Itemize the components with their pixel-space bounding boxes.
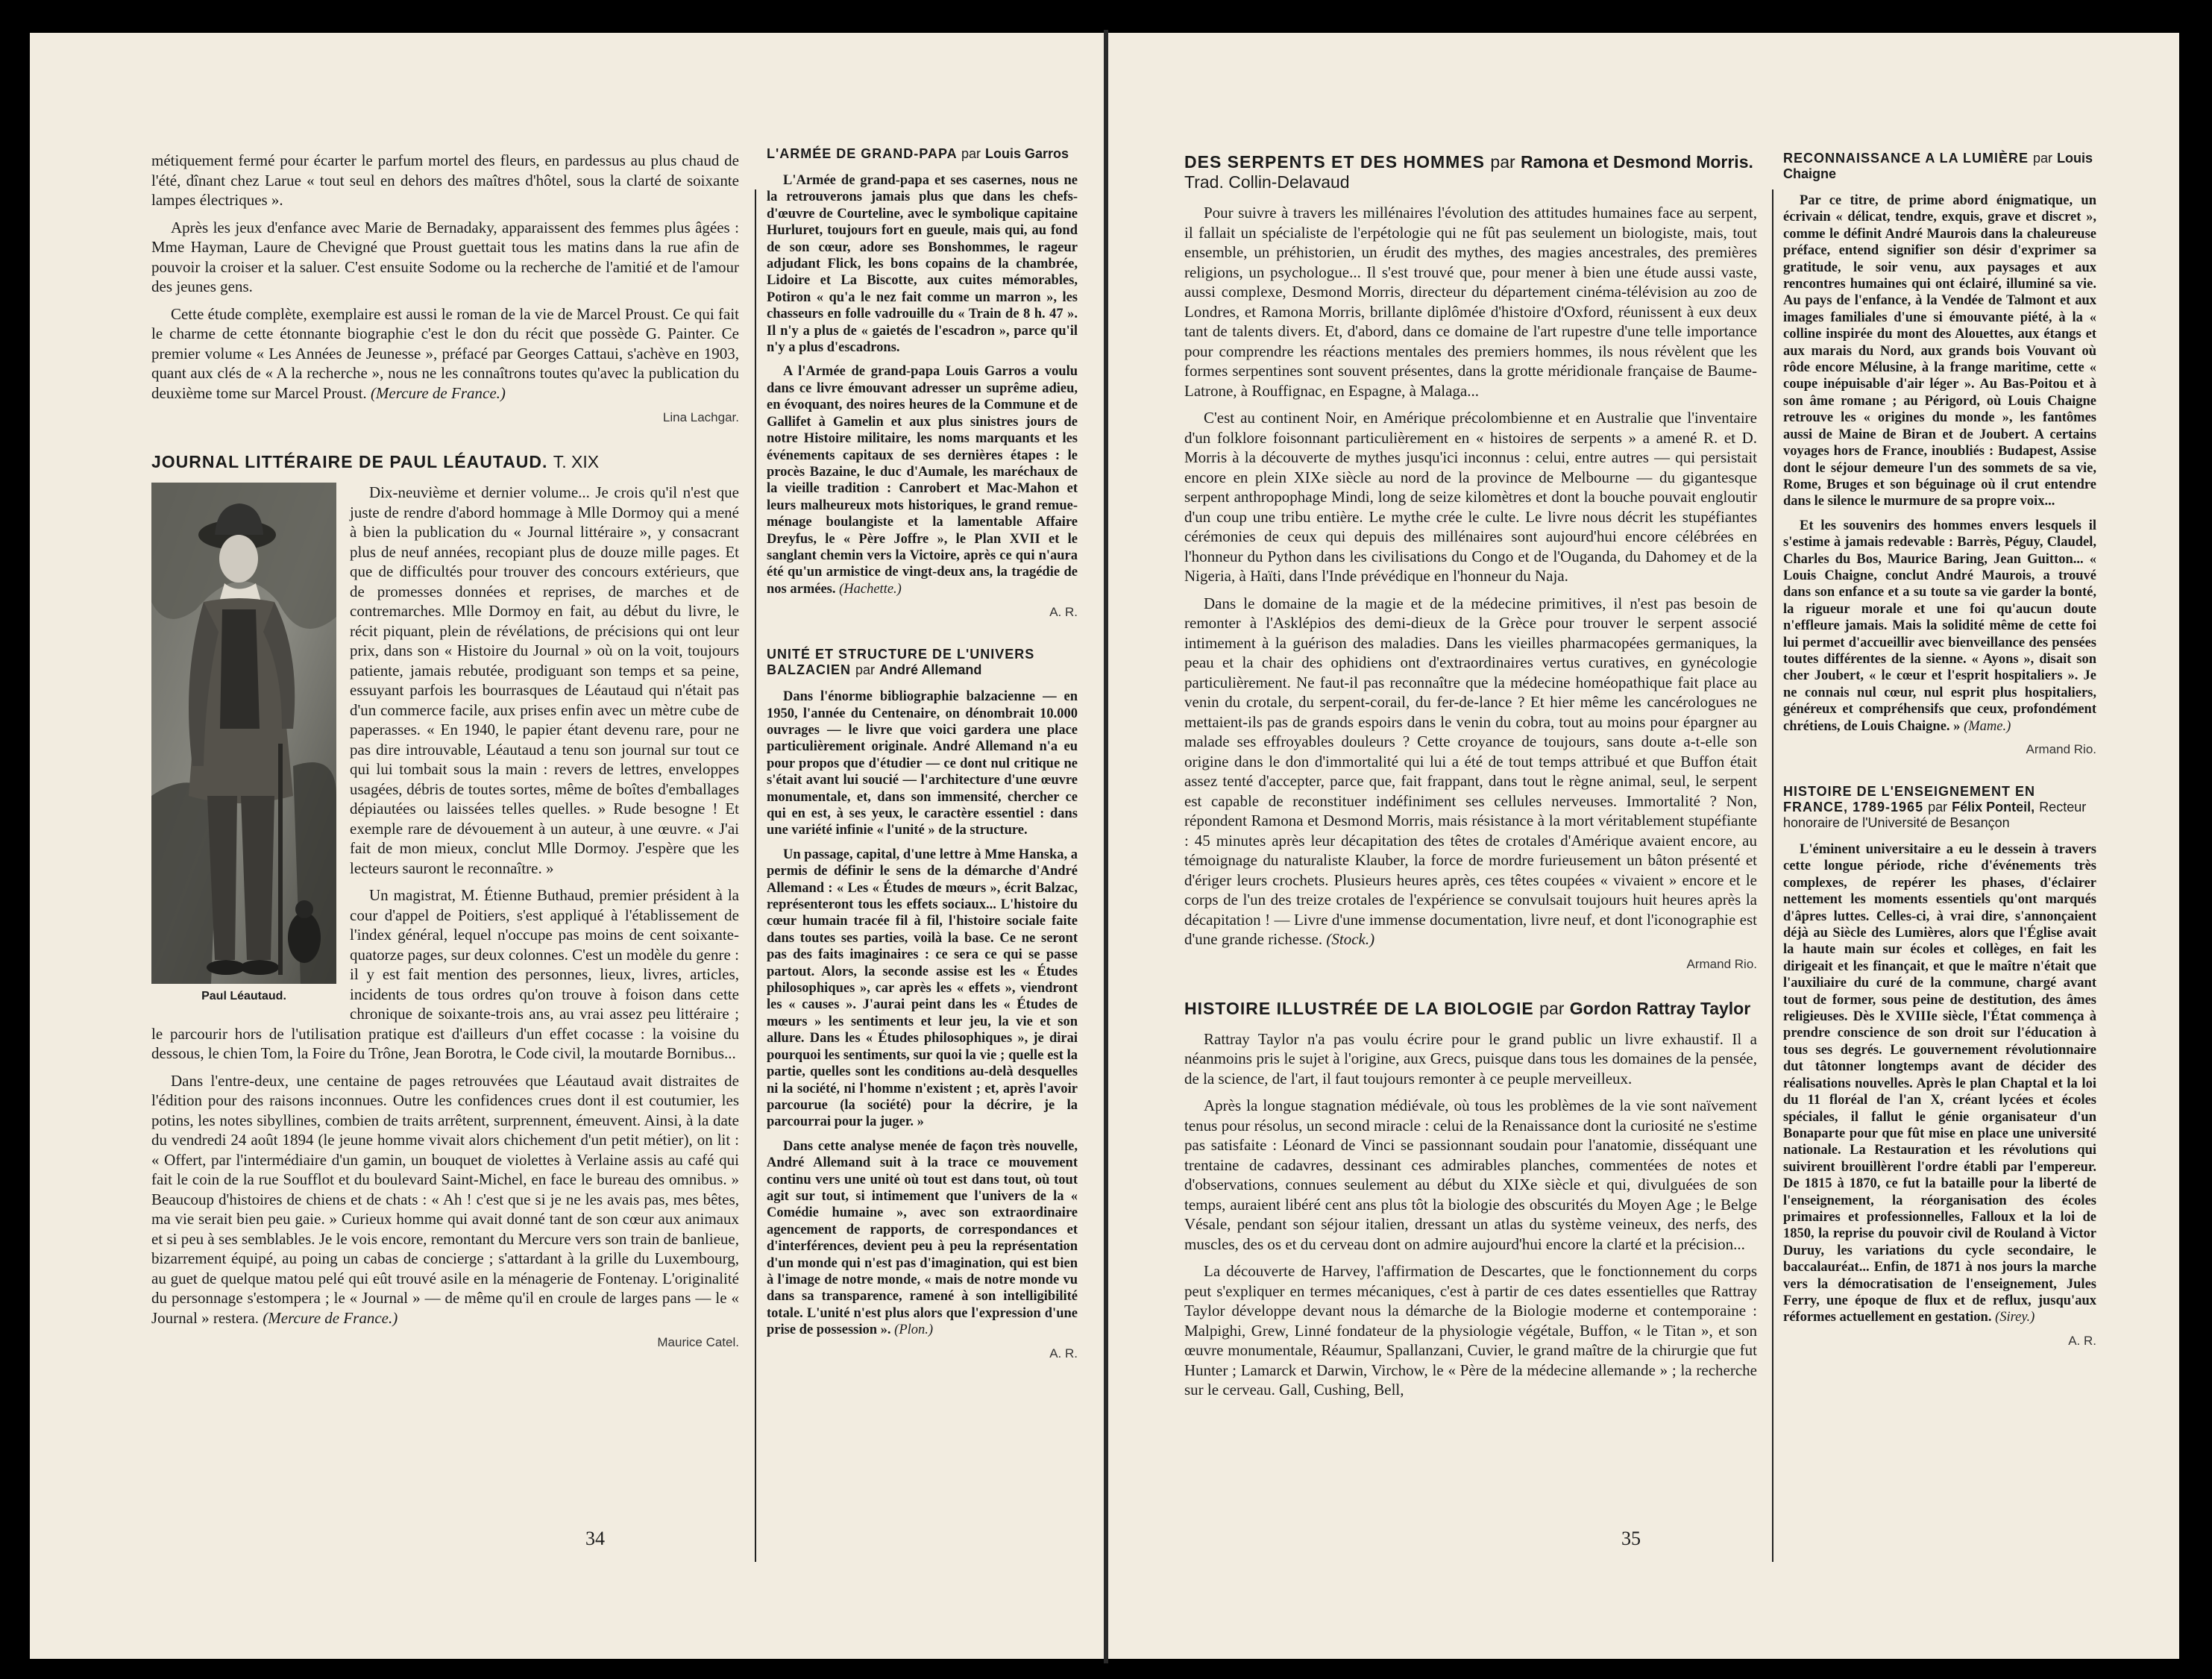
column-rule xyxy=(1772,189,1773,1562)
paragraph xyxy=(1184,594,1757,950)
paragraph: Un passage, capital, d'une lettre à Mme Hanska, a permis de définir le sens de la démarche d'André Allemand : « Les « Études de mœurs », écrit Balzac, représenteront tous les effets sociaux... L'histoire du cœur humain tracée fil à fil, l'histoire sociale faite dans toutes ses parties, voilà la base. Ce ne seront pas des faits imaginaires : ce sera ce qui se passe partout. Alors, la seconde assise est les « Études philosophiques », car après les « effets », viendront les « causes ». J'aurai peint dans les « Études de mœurs » les sentiments et leur jeu, la vie et son allure. Dans les « Études philosophiques », je dirai pourquoi les sentiments, sur quoi la vie ; quelle est la partie, quelles sont les conditions au-delà desquelles ni la société, ni l'homme n'existent ; et, après l'avoir parcourue (la société) pour la décrire, je la parcourrai pour la juger. » xyxy=(767,847,1078,1130)
paragraph-text: A l'Armée de grand-papa Louis Garros a voulu dans ce livre émouvant adresser un suprême adieu, en évoquant, des noires heures de la Commune et de Gallifet à Gamelin et aux plus sinistres jours de notre Histoire militaire, les noms marquants et les événements capitaux de ses dernières étapes : le procès Bazaine, le duc d'Aumale, les maréchaux de la vieille tradition : Canrobert et Mac-Mahon et leurs malheureux mots historiques, le grand remue-ménage boulangiste et la lamentable Affaire Dreyfus, le « Père Joffre », le Plan XVII et le sanglant chemin vers la Victoire, après ce qui n'aura été qu'un armistice de vingt-deux ans, la tragédie de nos armées. xyxy=(767,364,1078,597)
review-signature: A. R. xyxy=(2068,1333,2096,1348)
paragraph: Rattray Taylor n'a pas voulu écrire pour le grand public un livre exhaustif. Il a néanmoins pris le sujet à l'origine, aux Grecs, puisque dans tous les domaines de la pensée, de la science, de l'art, il faut toujours remonter à ce peuple merveilleux. xyxy=(1184,1029,1757,1088)
publisher-note: (Hachette.) xyxy=(839,581,902,597)
review-signature: A. R. xyxy=(1049,1346,1078,1361)
review-signature: A. R. xyxy=(1049,605,1078,620)
paragraph xyxy=(151,1071,739,1328)
right-page-column-2 xyxy=(1783,151,2096,1375)
right-page-column-1 xyxy=(1184,152,1757,1407)
review-author: Gordon Rattray Taylor xyxy=(1569,998,1751,1018)
paragraph xyxy=(767,1138,1078,1339)
page-number: 34 xyxy=(585,1528,605,1549)
paragraph: C'est au continent Noir, en Amérique précolombienne et en Australie que l'inventaire d'un folklore foisonnant particulièrement en « histoires de serpents » a amené R. et D. Morris à la découverte de mythes jusqu'ici inconnus : celui, entre autres — qui persistait encore en plein XIXe siècle au nord de la province de Melbourne — du gigantesque serpent anthropophage Mindi, long de seize kilomètres et dont la bouche pouvait engloutir d'un coup une tribu entière. Le mythe crée le culte. Le livre nous décrit les stupéfiantes cérémonies de ceux qui depuis des millénaires sont aujourd'hui encore célébrées en l'honneur du Python dans les civilisations du Congo et de l'Ouganda, du Dahomey et de la Nigeria, à Haïti, dans l'Inde prévédique en l'honneur du Naja. xyxy=(1184,409,1757,585)
paragraph xyxy=(151,304,739,404)
paragraph xyxy=(1783,518,2096,735)
paragraph xyxy=(767,363,1078,597)
review-title xyxy=(1783,784,2096,831)
review-by: par xyxy=(1490,152,1515,172)
paragraph: Dans l'énorme bibliographie balzacienne — en 1950, l'année du Centenaire, on dénombrait 10.000 ouvrages — le livre que voici gardera une place particulièrement originale. André Allemand n'a eu pour propos que d'étudier — ce dont nul critique ne s'était avant lui soucié — l'architecture d'une œuvre monumentale, et, dans son immensité, chercher ce qui en est, à ses yeux, le caractère essentiel : dans une variété infinie « l'unité » de la structure. xyxy=(767,689,1078,838)
review-by: par xyxy=(961,146,981,161)
proust-review-continuation xyxy=(151,151,739,425)
review-author: Félix Ponteil, xyxy=(1952,800,2035,815)
left-page-column-1 xyxy=(151,151,739,1377)
review-author: Louis Chaigne xyxy=(1783,151,2093,181)
review-title xyxy=(767,647,1078,678)
paragraph-text: Dans cette analyse menée de façon très nouvelle, André Allemand suit à la trace ce mouvement continu vers une unité où tout est dans tout, où tout agit sur tout, si intimement que l'univers de la « Comédie humaine », avec son extraordinaire agencement de rapports, de correspondances et d'interférences, devient peu à peu la représentation d'un monde qui n'est pas d'imagination, qui est bien à l'image de notre monde, « mais de notre monde vu dans sa transparence, ramené à son intelligibilité totale. L'unité n'est plus alors que l'expression d'une prise de possession ». xyxy=(767,1138,1078,1338)
paragraph-text: Cette étude complète, exemplaire est aussi le roman de la vie de Marcel Proust. Ce qui fait le charme de cette étonnante biographie c'est le don du récit que possède G. Painter. Ce premier volume « Les Années de Jeunesse », préfacé par Georges Cattaui, s'achève en 1903, quant aux clés de « A la recherche », nous ne les connaîtrons toutes qu'avec la publication du deuxième tome sur Marcel Proust. xyxy=(151,304,739,402)
review-translator: Trad. Collin-Delavaud xyxy=(1184,172,1350,192)
publisher-note: (Stock.) xyxy=(1326,930,1375,948)
reconnaissance-review xyxy=(1783,151,2096,757)
biologie-review xyxy=(1184,999,1757,1400)
paragraph: Pour suivre à travers les millénaires l'évolution des attitudes humaines face au serpent, il fallait un spécialiste de l'erpétologie qui ne fût pas seulement un biologiste, mais, tout ensemble, un préhistorien, un érudit des mythes, des magies ancestrales, des premières religions, un psychologue... Il s'est trouvé que, pour mener à bien une étude aussi vaste, aussi complexe, Desmond Morris, directeur du département cinéma-télévision au zoo de Londres, et Ramona Morris, brillante diplômée d'histoire d'Oxford, réunissent à eux deux tant de talents divers. Et, d'abord, dans ce domaine de l'art rupestre d'une telle importance pour comprendre les réactions mentales des premiers hommes, ils nous révèlent que les formes serpentines sont souvent présentes, dans la grotte méridionale française de Baume-Latrone, à Rouffignac, en Espagne, à Malaga... xyxy=(1184,204,1757,400)
review-by: par xyxy=(1928,800,1948,815)
paragraph-text: Dans le domaine de la magie et de la médecine primitives, il n'est pas besoin de remonter à l'Asklépios des demi-dieux de la Grèce pour trouver le serpent associé intimement à la guérison des maladies. Dans les vieilles pharmacopées germaniques, la peau et la chair des ophidiens ont d'extraordinaires vertus curatives, en gynécologie particulièrement. Ne faut-il pas reconnaître que la médecine homéopathique fait place au venin du crotale, du serpent-corail, du fer-de-lance ? Et hier même les cancérologues ne mettaient-ils pas de grands espoirs dans le venin du cobra, tout au moins pour épargner au malade ses effroyables douleurs ? Cette croyance de toujours, sans doute a-t-elle son origine dans le don d'immortalité qui lui a été de tout temps attribué et que Buffon était assez tenté d'accepter, parce que, fait frappant, dans tout le règne animal, seul, le serpent est capable de reconstituer indéfiniment ses cellules nerveuses. Immortalité ? Non, répondent Ramona et Desmond Morris, mais résistance à la mort véritablement stupéfiante : 45 minutes après leur décapitation des têtes de crotales d'Amérique avaient encore, au témoignage du naturaliste Klauber, la force de mordre furieusement un bâton présenté et d'ériger leurs crochets. Plusieurs heures après, ces têtes coupées « vivaient » encore et le corps de l'un des treize crotales de l'expérience se convulsait toujours huit heures après la décapitation ! — Livre d'une immense documentation, livre neuf, et dont l'iconographie est d'une grande richesse. xyxy=(1184,594,1757,948)
review-title xyxy=(1184,152,1757,192)
review-by: par xyxy=(1539,998,1565,1018)
review-title xyxy=(1783,151,2096,182)
portrait-image xyxy=(151,483,336,984)
review-by: par xyxy=(855,662,876,678)
review-title xyxy=(151,452,739,472)
review-author: Louis Garros xyxy=(985,146,1069,161)
armee-review xyxy=(767,146,1078,620)
review-title-text: JOURNAL LITTÉRAIRE DE PAUL LÉAUTAUD. xyxy=(151,452,548,471)
paragraph: Dix-neuvième et dernier volume... Je crois qu'il n'est que juste de rendre d'abord hommage à Mlle Dormoy qui a mené à bien la publication du « Journal littéraire », y consacrant plus de neuf années, recopiant plus de douze mille pages. Et que de difficultés pour trouver des concours extérieurs, que de promesses données et reprises, de marches et de contremarches. Mlle Dormoy en fait, au début du livre, le récit piquant, plein de révélations, de précisions qui ont leur prix, dans son « Histoire du Journal » où on la voit, toujours patiente, jamais rebutée, prodiguant son temps et sa peine, essuyant parfois les bourrasques de Léautaud qui n'était pas d'un commerce facile, aux prises enfin avec un mètre cube de paperasses. « En 1940, le papier étant devenu rare, pour ne pas dire introuvable, Léautaud a tenu son journal sur tout ce qui lui tombait sous la main : revers de lettres, enveloppes usagées, débris de toutes sortes, même de boîtes d'emballages dépiautées ou laissées telles quelles. » Rude besogne ! Et exemple rare de dévouement à un auteur, à une œuvre. « J'ai fait de mon mieux, conclut Mlle Dormoy. J'espère que les lecteurs sauront le reconnaître. » xyxy=(350,483,739,877)
paragraph-text: Et les souvenirs des hommes envers lesquels il s'estime à jamais redevable : Barrès, Péguy, Claudel, Charles du Bos, Maurice Baring, Jean Guitton... « Louis Chaigne, conclut André Maurois, a trouvé dans son enfance et a su toute sa vie garder la bonté, la rigueur morale et une foi qu'aucun doute n'effleure jamais. Mais la solidité même de cette foi lui permet d'accueillir avec bienveillance des pensées toutes différentes de la sienne. « Ayons », disait son cher Joubert, « le cœur et l'esprit hospitaliers ». Je ne connais nul cœur, nul esprit plus hospitaliers, généreux et compréhensifs que ceux, profondément chrétiens, de Louis Chaigne. » xyxy=(1783,518,2096,734)
review-title-text: HISTOIRE DE L'ENSEIGNEMENT EN FRANCE, 1789-1965 xyxy=(1783,784,2035,815)
review-signature: Armand Rio. xyxy=(2026,742,2096,756)
review-author: André Allemand xyxy=(879,662,982,678)
enseignement-review xyxy=(1783,784,2096,1349)
paragraph xyxy=(1783,841,2096,1326)
page-number: 35 xyxy=(1621,1528,1641,1549)
leautaud-photo xyxy=(151,483,336,1005)
paragraph-text: Dans l'entre-deux, une centaine de pages retrouvées que Léautaud avait distraites de l'édition pour des raisons inconnues. Outre les confidences crues dont il est coutumier, les potins, les notes sibyllines, combien de traits arrêtent, surprennent, émeuvent. Ainsi, à la date du vendredi 24 août 1894 (le jeune homme vivait alors chichement d'un petit métier), on lit : « Offert, par l'intermédiaire d'un gamin, un bouquet de violettes à Verlaine assis au café qui fait le coin de la rue Soufflot et du boulevard Saint-Michel, en face le bureau des omnibus. » Beaucoup d'histoires de chiens et de chats : « Ah ! c'est que si je ne les avais pas, mes bêtes, ma vie serait bien peu gaie. » Curieux homme qui avait donné tant de son cœur aux animaux et si peu à ses semblables. Je le vois encore, remontant du Mercure vers son train de banlieue, bizarrement équipé, au poing un cabas de concierge ; s'attardant à la grille du Luxembourg, au guet de quelque matou pelé qui eût trouvé asile en la ménagerie de Fontenay. L'originalité du personnage s'estompera ; le « Journal » — de même qu'il en croule de larges pans — le « Journal » restera. xyxy=(151,1071,739,1327)
review-author-role: Recteur honoraire de l'Université de Besançon xyxy=(1783,800,2087,830)
paragraph: La découverte de Harvey, l'affirmation de Descartes, que le fonctionnement du corps peut s'expliquer en termes mécaniques, c'est à partir de ces dates essentielles que Rattray Taylor développe devant nous la démarche de la Biologie moderne et contemporaine : Malpighi, Grew, Linné fondateur de la physiologie végétale, Buffon, « le Titan », et son œuvre monumentale, Réaumur, Spallanzani, Cuvier, le grand maître de la chirurgie que fut Hunter ; Lamarck et Darwin, Virchow, le « Père de la médecine allemande » ; la recherche sur le cerveau. Gall, Cushing, Bell, xyxy=(1184,1262,1757,1399)
paragraph: Après la longue stagnation médiévale, où tous les problèmes de la vie sont naïvement tenus pour résolus, un second miracle : celui de la Renaissance dont la curiosité ne s'estime pas satisfaite : Léonard de Vinci se passionnant soudain pour l'anatomie, disséquant une trentaine de cadavres, dessinant ces admirables planches, commentées de notes et d'observations, connues seulement au début du XIXe siècle et qui, divulguées de son temps, auraient libéré cent ans plus tôt la biologie des obscurités du Moyen Age ; le Belge Vésale, pendant son séjour italien, dressant un atlas du système veineux, des nerfs, des muscles, des os et du cerveau dont on admire aujourd'hui encore la clarté et la précision... xyxy=(1184,1096,1757,1253)
left-page xyxy=(30,33,1104,1659)
review-title-text: DES SERPENTS ET DES HOMMES xyxy=(1184,152,1486,172)
paragraph: métiquement fermé pour écarter le parfum mortel des fleurs, en pardessus au plus chaud de l'été, dînant chez Larue « tout seul en dehors des maîtres d'hôtel, sous la clarté de soixante lampes électriques ». xyxy=(151,151,739,209)
publisher-note: (Plon.) xyxy=(894,1322,934,1338)
publisher-note: (Sirey.) xyxy=(1995,1310,2035,1325)
paragraph: Après les jeux d'enfance avec Marie de Bernadaky, apparaissent des femmes plus âgées : Mme Hayman, Laure de Chevigné que Proust guettait tous les matins dans la rue afin de pouvoir la croiser et la saluer. C'est ensuite Sodome ou la recherche de l'amitié et de l'amour des jeunes gens. xyxy=(151,218,739,295)
column-rule xyxy=(755,189,756,1562)
review-signature: Armand Rio. xyxy=(1686,956,1757,971)
publisher-note: (Mercure de France.) xyxy=(370,383,506,402)
review-signature: Lina Lachgar. xyxy=(662,410,739,424)
left-page-column-2 xyxy=(767,146,1078,1388)
review-title-text: UNITÉ ET STRUCTURE DE L'UNIVERS BALZACIEN xyxy=(767,647,1035,678)
review-by: par xyxy=(2033,151,2053,166)
review-title-text: HISTOIRE ILLUSTRÉE DE LA BIOLOGIE xyxy=(1184,998,1534,1018)
serpents-review xyxy=(1184,152,1757,972)
review-title-text: RECONNAISSANCE A LA LUMIÈRE xyxy=(1783,151,2029,166)
publisher-note: (Mame.) xyxy=(1964,718,2011,734)
review-title xyxy=(767,146,1078,162)
review-title-text: L'ARMÉE DE GRAND-PAPA xyxy=(767,146,957,161)
paragraph: Par ce titre, de prime abord énigmatique, un écrivain « délicat, tendre, exquis, grave et discret », comme le définit André Maurois dans la chaleureuse préface, entend signifier son désir d'exprimer sa gratitude, le soir venu, aux paysages et aux rencontres humaines qui ont éclairé, illuminé sa vie. Au pays de l'enfance, à la Vendée de Talmont et aux images familiales d'une si émouvante piété, à la « colline inspirée du mont des Alouettes, aux étangs et aux marais du Nord, aux grands bois Vouvant où rôde encore Mélusine, à la frange maritime, cette « coupe inépuisable d'air léger ». Au Bas-Poitou et à son âme romane ; au Périgord, où Louis Chaigne retrouve les « origines du monde », les fantômes aussi de Maine de Biran et de Joubert. A certains voyages hors de France, inoubliés : Budapest, Assise dont le séjour demeure l'un des sommets de sa vie, Rome, Bruges et son béguinage où il crut entendre dans le silence le murmure de sa propre voix... xyxy=(1783,193,2096,509)
paragraph: L'Armée de grand-papa et ses casernes, nous ne la retrouverons jamais plus que dans les chefs-d'œuvre de Courteline, avec le symbolique capitaine Hurluret, toujours fort en gueule, mais qui, au fond de son cœur, adore ses Bonshommes, le rageur adjudant Flick, les bons copains de la chambrée, Lidoire et La Biscotte, aux cuites mémorables, Potiron « qu'a le nez fait comme un marron », les chasseurs en folle vadrouille du « Train de 8 h. 47 ». Il n'y a plus de « gaietés de l'escadron », parce qu'il n'y a plus d'escadrons. xyxy=(767,173,1078,356)
right-page xyxy=(1108,33,2179,1659)
paragraph-text: L'éminent universitaire a eu le dessein à travers cette longue période, riche d'événements très complexes, de repérer les phases, d'éclairer nettement les moments essentiels qu'ont marqués d'âpres luttes. Celles-ci, à vrai dire, s'annonçaient déjà au Siècle des Lumières, alors que l'Église avait la haute main sur écoles et collèges, en fait les dirigeait et les finançait, et que le maître n'était que l'auxiliaire du curé de la commune, chargé avant tout de former, sous peine de destitution, des âmes religieuses. Dès le XVIIIe siècle, l'État commença à prendre conscience de son droit sur l'éducation à tous ses degrés. Le gouvernement révolutionnaire dut tâtonner longtemps avant de décider des réalisations nouvelles. Après le plan Chaptal et la loi du 11 floréal de l'an X, créant lycées et écoles spéciales, il fallut le génie organisateur d'un Bonaparte pour que fût mise en place une université nationale. La Restauration et les révolutions qui suivirent brouillèrent l'ordre établi par l'empereur. De 1815 à 1870, ce fut la bataille pour la liberté de l'enseignement, la réorganisation des écoles primaires et professionnelles, Falloux et la loi de 1850, la reprise du pouvoir civil de Rouland à Victor Duruy, les variations du cycle secondaire, le baccalauréat... Enfin, de 1871 à nos jours la marche vers la démocratisation de l'enseignement, Jules Ferry, une époque de flux et de reflux, jusqu'aux réformes actuellement en gestation. xyxy=(1783,842,2096,1325)
review-title xyxy=(1184,999,1757,1019)
photo-caption: Paul Léautaud. xyxy=(201,990,286,1002)
review-signature: Maurice Catel. xyxy=(657,1335,739,1349)
publisher-note: (Mercure de France.) xyxy=(263,1308,398,1327)
balzac-review xyxy=(767,647,1078,1361)
leautaud-review xyxy=(151,452,739,1350)
review-author: Ramona et Desmond Morris. xyxy=(1521,152,1753,172)
review-volume: T. XIX xyxy=(553,452,600,471)
paragraph: Un magistrat, M. Étienne Buthaud, premier président à la cour d'appel de Poitiers, s'est appliqué à l'établissement de l'index général, lequel n'occupe pas moins de cent soixante-quatorze pages, sur deux colonnes. C'est un modèle du genre : il y est fait mention des personnes, lieux, livres, articles, incidents de tous ordres qu'on trouve à foison dans cette chronique de soixante-trois ans, au vrai assez peu littéraire ; le parcourir hors de l'utilisation pratique est d'ailleurs d'un effet cocasse : la voisine du dessous, le chien Tom, la Foire du Trône, Jean Borotra, le Code civil, la moutarde Bornibus... xyxy=(151,886,739,1062)
